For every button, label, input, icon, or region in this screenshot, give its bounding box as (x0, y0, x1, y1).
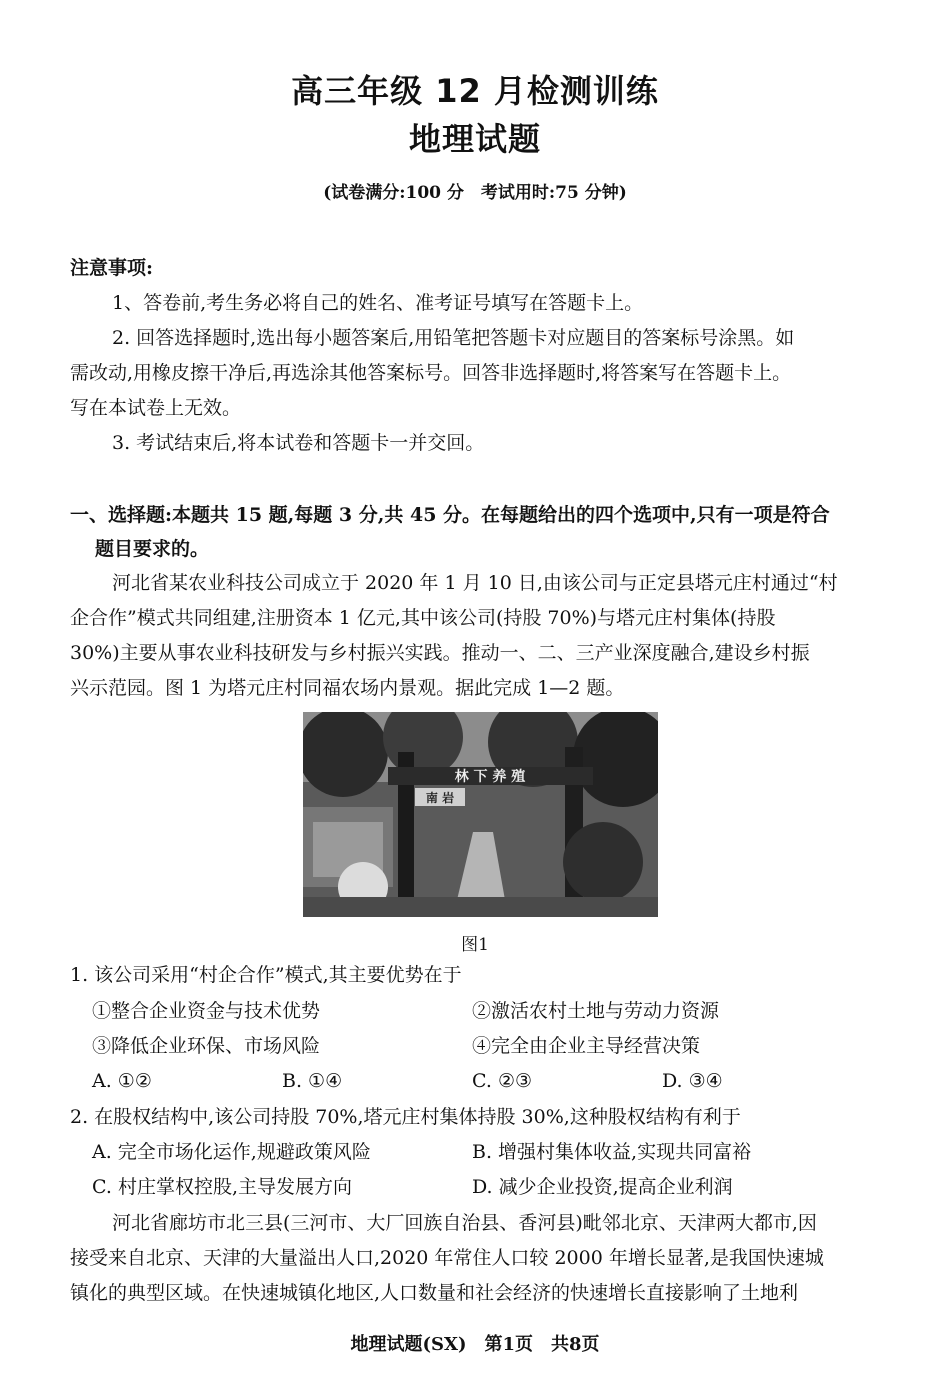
page-footer: 地理试题(SX) 第1页 共8页 (350, 1334, 600, 1355)
question-1-option-c: C. ②③ (472, 1070, 533, 1092)
question-1-statement-2: ②激活农村土地与劳动力资源 (472, 1000, 720, 1022)
passage-2-line-2: 接受来自北京、天津的大量溢出人口,2020 年常住人口较 2000 年增长显著,是我国快速城 (70, 1247, 824, 1269)
passage-2-line-1: 河北省廊坊市北三县(三河市、大厂回族自治县、香河县)毗邻北京、天津两大都市,因 (112, 1212, 817, 1234)
question-1-statement-4: ④完全由企业主导经营决策 (472, 1035, 701, 1057)
section-heading-line-1: 一、选择题:本题共 15 题,每题 3 分,共 45 分。在每题给出的四个选项中,只有一项是符合 (70, 504, 830, 526)
question-1-stem: 1. 该公司采用“村企合作”模式,其主要优势在于 (70, 964, 462, 986)
passage-2-line-3: 镇化的典型区域。在快速城镇化地区,人口数量和社会经济的快速增长直接影响了土地利 (70, 1282, 799, 1304)
notice-item-3: 3. 考试结束后,将本试卷和答题卡一并交回。 (112, 432, 485, 454)
question-1-option-b: B. ①④ (282, 1070, 343, 1092)
photo-sub-sign-text: 南 岩 (425, 791, 455, 805)
exam-title: 高三年级 12 月检测训练 (291, 72, 659, 110)
subject-title: 地理试题 (408, 120, 541, 158)
notice-item-2-line-1: 2. 回答选择题时,选出每小题答案后,用铅笔把答题卡对应题目的答案标号涂黑。如 (112, 327, 795, 349)
passage-1-line-2: 企合作”模式共同组建,注册资本 1 亿元,其中该公司(持股 70%)与塔元庄村集体(持股 (70, 607, 776, 629)
question-2-option-c: C. 村庄掌权控股,主导发展方向 (92, 1176, 352, 1198)
notice-item-1: 1、答卷前,考生务必将自己的姓名、准考证号填写在答题卡上。 (112, 292, 644, 314)
passage-1-line-3: 30%)主要从事农业科技研发与乡村振兴实践。推动一、二、三产业深度融合,建设乡村振 (70, 642, 810, 664)
notice-item-2-line-3: 写在本试卷上无效。 (70, 397, 242, 419)
farm-photo-drawing (303, 712, 658, 917)
notice-item-2-line-2: 需改动,用橡皮擦干净后,再选涂其他答案标号。回答非选择题时,将答案写在答题卡上。 (70, 362, 792, 384)
figure-caption: 图1 (461, 935, 489, 955)
question-2-stem: 2. 在股权结构中,该公司持股 70%,塔元庄村集体持股 30%,这种股权结构有利于 (70, 1106, 741, 1128)
passage-1-line-4: 兴示范园。图 1 为塔元庄村同福农场内景观。据此完成 1—2 题。 (70, 677, 625, 699)
notice-heading: 注意事项: (70, 257, 154, 279)
question-1-option-d: D. ③④ (662, 1070, 723, 1092)
question-1-statement-1: ①整合企业资金与技术优势 (92, 1000, 321, 1022)
question-2-option-b: B. 增强村集体收益,实现共同富裕 (472, 1141, 752, 1163)
question-1-option-a: A. ①② (92, 1070, 152, 1092)
question-2-option-d: D. 减少企业投资,提高企业利润 (472, 1176, 733, 1198)
photo-sign-text: 林 下 养 殖 (454, 769, 526, 785)
farm-photo (303, 712, 658, 917)
question-1-statement-3: ③降低企业环保、市场风险 (92, 1035, 321, 1057)
exam-meta: (试卷满分:100 分 考试用时:75 分钟) (323, 183, 627, 203)
passage-1-line-1: 河北省某农业科技公司成立于 2020 年 1 月 10 日,由该公司与正定县塔元庄村通过“村 (112, 572, 838, 594)
section-heading-line-2: 题目要求的。 (95, 538, 210, 560)
question-2-option-a: A. 完全市场化运作,规避政策风险 (92, 1141, 371, 1163)
